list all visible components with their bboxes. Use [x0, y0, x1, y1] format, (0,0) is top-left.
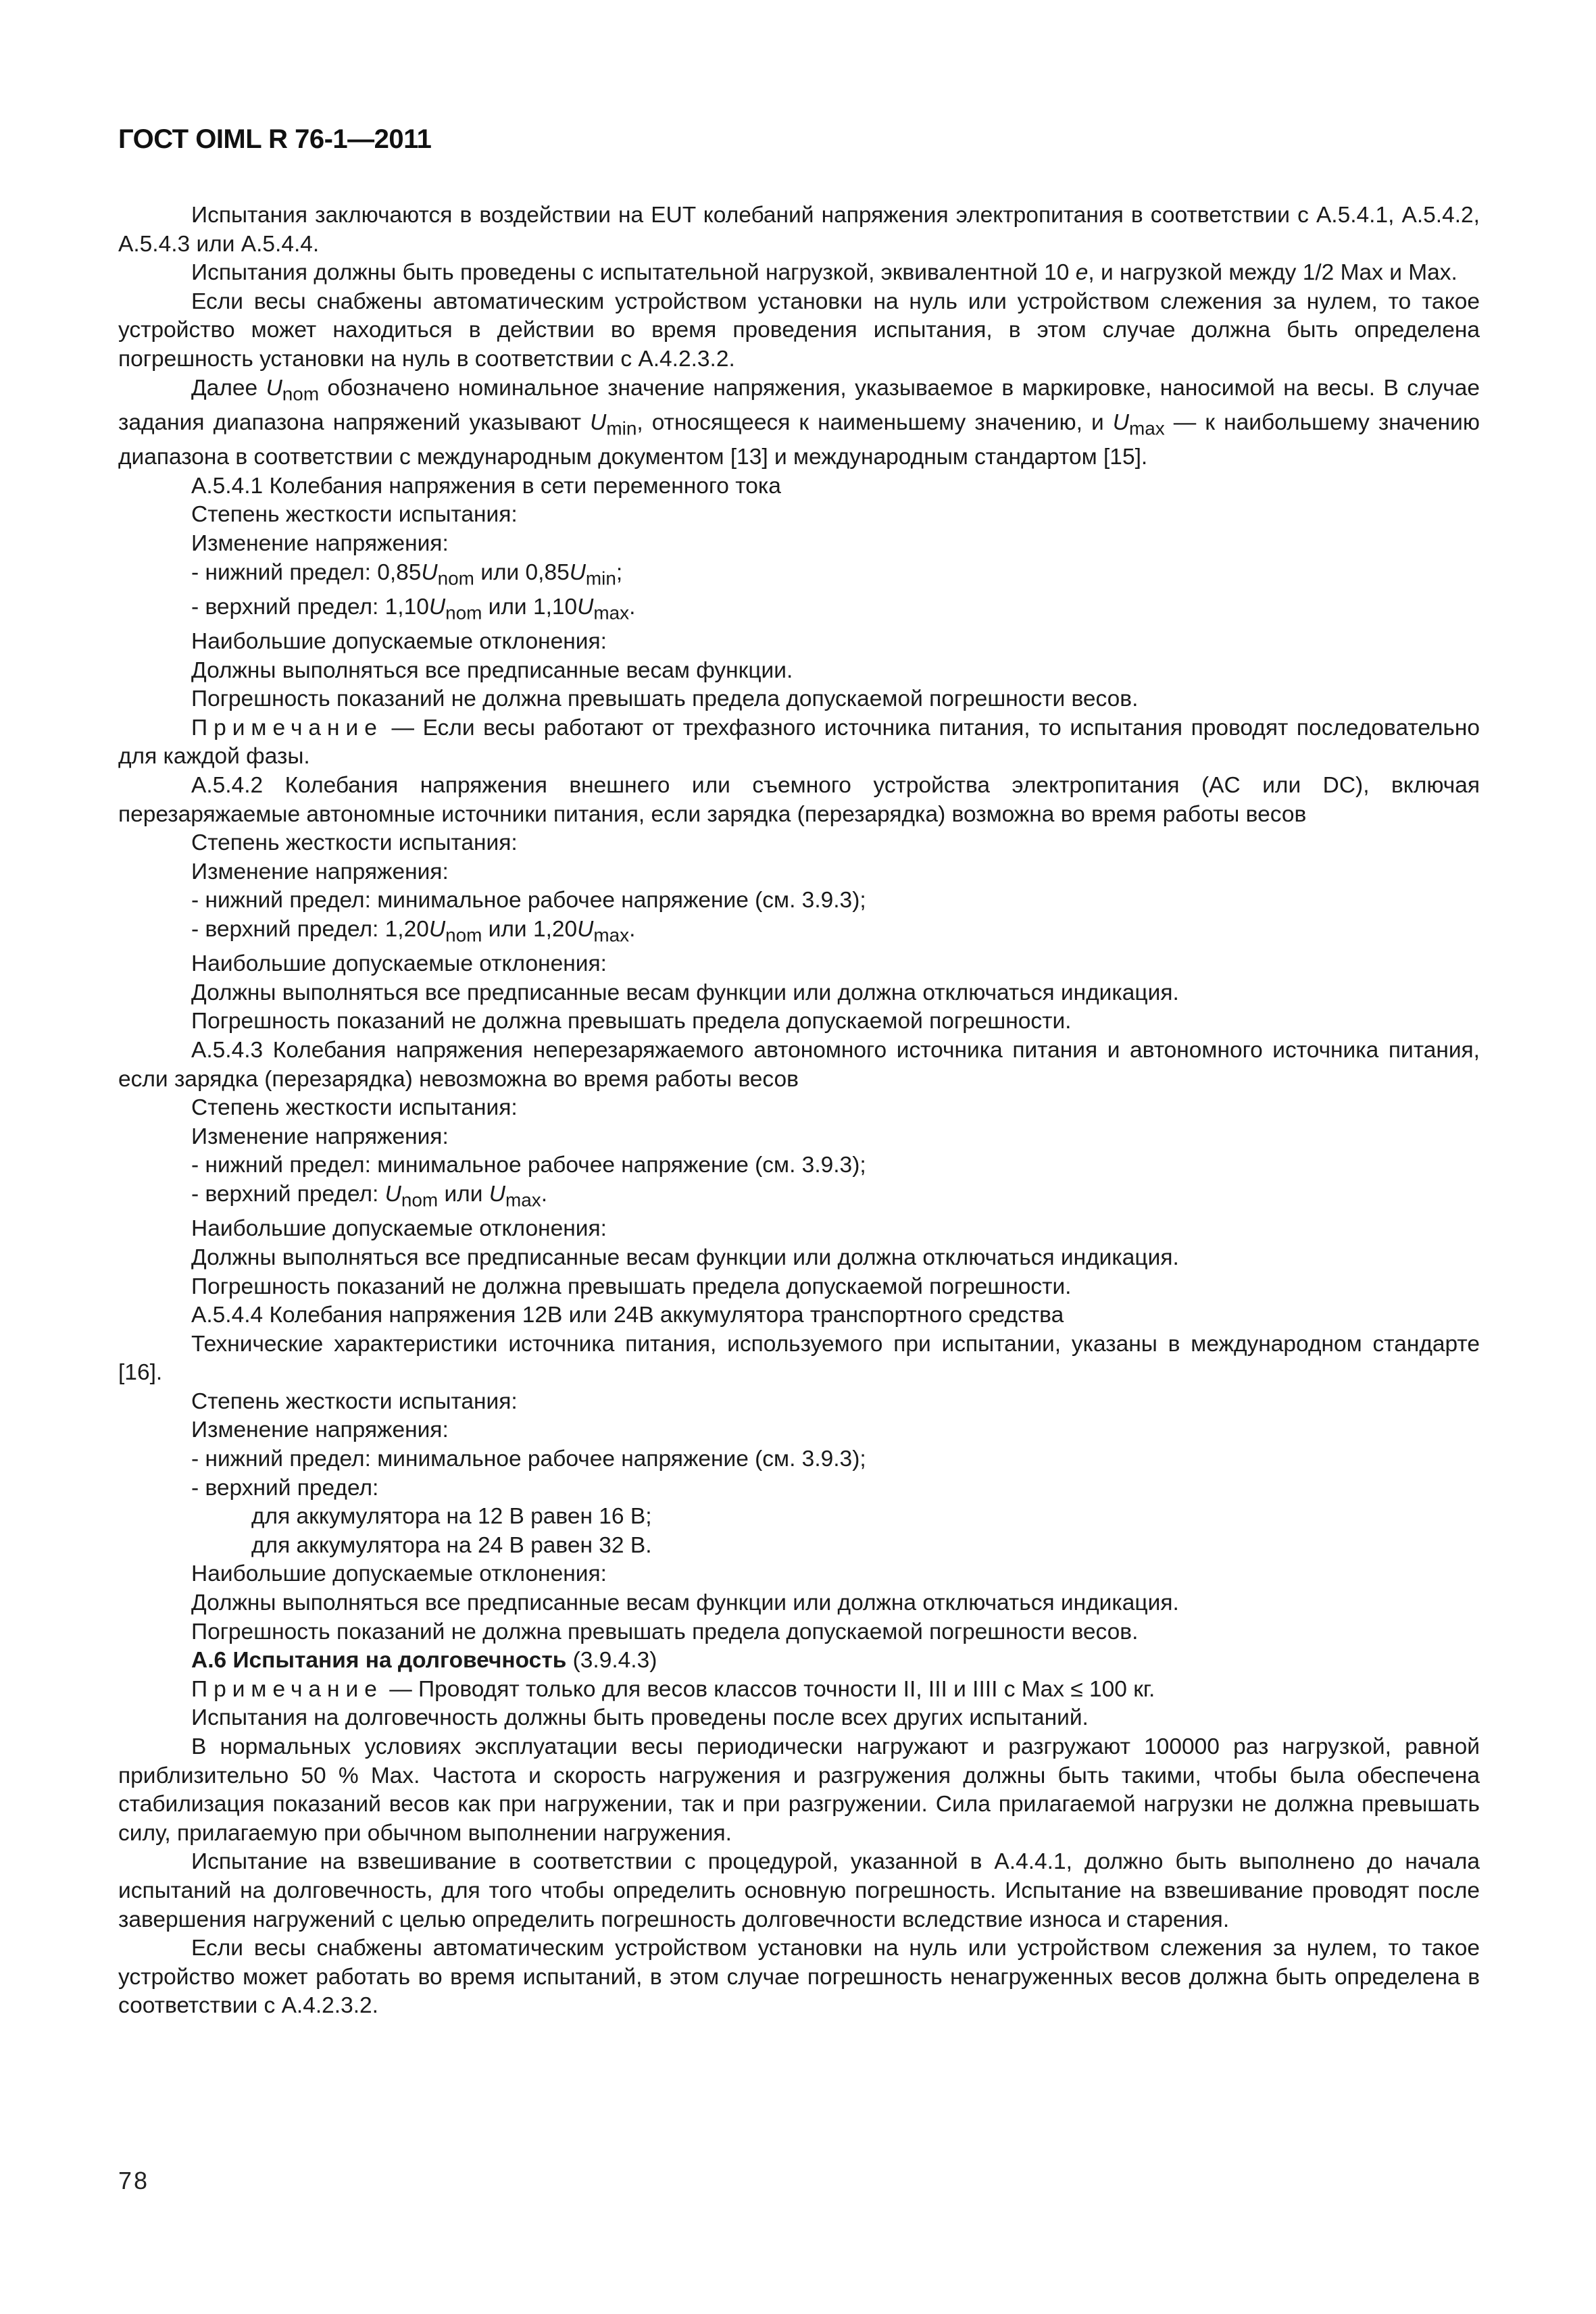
paragraph: Наибольшие допускаемые отклонения: — [191, 1216, 607, 1242]
paragraph: Степень жесткости испытания: — [191, 1095, 518, 1121]
paragraph: - верхний предел: $1,10U_{nom}$ или $1,10U_{max}$. — [191, 594, 636, 624]
paragraph: Погрешность показаний не должна превышать предела допускаемой погрешности. — [191, 1274, 1072, 1299]
paragraph: А.5.4.4 Колебания напряжения 12В или 24В аккумулятора транспортного средства — [191, 1303, 1064, 1328]
paragraph: Степень жесткости испытания: — [191, 502, 518, 528]
paragraph: А.5.4.3 Колебания напряжения неперезаряжаемого автономного источника питания и автономного источника питания, если зарядка (перезарядка) невозможна во время работы весов — [118, 1038, 1480, 1092]
paragraph: Если весы снабжены автоматическим устройством установки на нуль или устройством слежения за нулем, то такое устройство может работать во время испытаний, в этом случае погрешность ненагруженных весов должна быть определена в соответствии с А.4.2.3.2. — [118, 1936, 1480, 2019]
paragraph: - нижний предел: минимальное рабочее напряжение (см. 3.9.3); — [191, 1447, 866, 1472]
paragraph: А.5.4.1 Колебания напряжения в сети переменного тока — [191, 473, 781, 499]
paragraph: - нижний предел: $0,85U_{nom}$ или $0,85U_{min}$; — [191, 559, 623, 589]
paragraph: Погрешность показаний не должна превышать предела допускаемой погрешности весов. — [191, 686, 1139, 712]
paragraph: Примечание — Если весы работают от трехфазного источника питания, то испытания проводят последовательно для каждой фазы. — [118, 715, 1480, 770]
paragraph: Должны выполняться все предписанные весам функции или должна отключаться индикация. — [191, 1590, 1179, 1616]
paragraph: Изменение напряжения: — [191, 859, 449, 884]
paragraph: для аккумулятора на 24 В равен 32 В. — [251, 1532, 652, 1558]
paragraph: - нижний предел: минимальное рабочее напряжение (см. 3.9.3); — [191, 1153, 866, 1178]
paragraph: Должны выполняться все предписанные весам функции или должна отключаться индикация. — [191, 1244, 1179, 1270]
paragraph: Далее $U_{nom}$ обозначено номинальное значение напряжения, указываемое в маркировке, наносимой на весы. В случае задания диапазона напряжений указывают $U_{min}$, относящееся к наименьшему значению, и $U_{max}$ — к наибольшему значению диапазона в соответствии с международным документом [13] и международным стандартом [15]. — [118, 375, 1480, 470]
paragraph: Степень жесткости испытания: — [191, 1388, 518, 1414]
paragraph: Изменение напряжения: — [191, 1124, 449, 1149]
paragraph: - верхний предел: — [191, 1475, 379, 1501]
document-body — [118, 201, 1480, 2021]
paragraph: В нормальных условиях эксплуатации весы периодически нагружают и разгружают 100000 раз нагрузкой, равной приблизительно 50 % Max. Частота и скорость нагружения и разгружения должны быть такими, чтобы была обеспечена стабилизация показаний весов как при нагружении, так и при разгружении. Сила прилагаемой нагрузки не должна превышать силу, прилагаемую при обычном выполнении нагружения. — [118, 1734, 1480, 1846]
paragraph: А.5.4.2 Колебания напряжения внешнего или съемного устройства электропитания (AC или DC), включая перезаряжаемые автономные источники питания, если зарядка (перезарядка) возможна во время работы весов — [118, 773, 1480, 827]
paragraph: Испытания на долговечность должны быть проведены после всех других испытаний. — [191, 1705, 1089, 1731]
paragraph: Должны выполняться все предписанные весам функции или должна отключаться индикация. — [191, 980, 1179, 1005]
paragraph: Технические характеристики источника питания, используемого при испытании, указаны в международном стандарте [16]. — [118, 1331, 1480, 1386]
paragraph: Изменение напряжения: — [191, 530, 449, 556]
paragraph: Погрешность показаний не должна превышать предела допускаемой погрешности весов. — [191, 1619, 1139, 1644]
paragraph: - нижний предел: минимальное рабочее напряжение (см. 3.9.3); — [191, 888, 866, 913]
paragraph: - верхний предел: $1,20U_{nom}$ или $1,20U_{max}$. — [191, 917, 636, 946]
paragraph: Степень жесткости испытания: — [191, 830, 518, 856]
paragraph: А.6 Испытания на долговечность (3.9.4.3) — [191, 1648, 657, 1674]
paragraph: Если весы снабжены автоматическим устройством установки на нуль или устройством слежения за нулем, то такое устройство может находиться в действии во время проведения испытания, в этом случае должна быть определена погрешность установки на нуль в соответствии с А.4.2.3.2. — [118, 288, 1480, 372]
page-number: 78 — [118, 2167, 150, 2194]
paragraph: Наибольшие допускаемые отклонения: — [191, 1561, 607, 1587]
paragraph: для аккумулятора на 12 В равен 16 В; — [251, 1504, 652, 1530]
paragraph: Изменение напряжения: — [191, 1417, 449, 1443]
document-header: ГОСТ OIML R 76-1—2011 — [118, 124, 432, 154]
paragraph: Испытания заключаются в воздействии на EUT колебаний напряжения электропитания в соответствии с А.5.4.1, А.5.4.2, А.5.4.3 или А.5.4.4. — [118, 203, 1480, 257]
paragraph: Испытания должны быть проведены с испытательной нагрузкой, эквивалентной 10 e, и нагрузкой между 1/2 Max и Max. — [191, 260, 1457, 286]
paragraph: Погрешность показаний не должна превышать предела допускаемой погрешности. — [191, 1009, 1072, 1034]
paragraph: Примечание — Проводят только для весов классов точности II, III и IIII с Max ≤ 100 кг. — [191, 1676, 1155, 1702]
paragraph: - верхний предел: $U_{nom}$ или $U_{max}$. — [191, 1182, 547, 1211]
paragraph: Наибольшие допускаемые отклонения: — [191, 629, 607, 655]
paragraph: Наибольшие допускаемые отклонения: — [191, 951, 607, 977]
paragraph: Должны выполняться все предписанные весам функции. — [191, 657, 793, 683]
paragraph: Испытание на взвешивание в соответствии с процедурой, указанной в А.4.4.1, должно быть выполнено до начала испытаний на долговечность, для того чтобы определить основную погрешность. Испытание на взвешивание проводят после завершения нагружений с целью определить погрешность долговечности вследствие износа и старения. — [118, 1849, 1480, 1932]
